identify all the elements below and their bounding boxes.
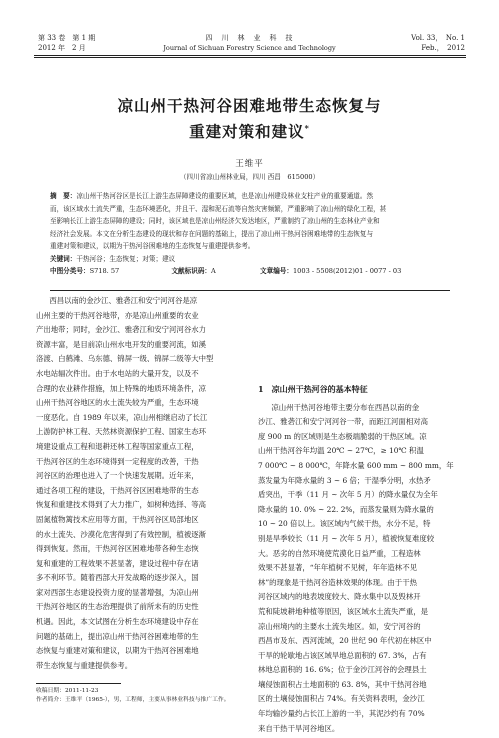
body-line: 凉山州境内的主要水土流失地区。如，安宁河谷的 xyxy=(258,621,421,631)
body-line: 蒸发量为年降水量的 3 ~ 6 倍；干湿季分明，水热矛 xyxy=(258,475,431,485)
title-footnote-mark: * xyxy=(304,122,310,133)
keywords-value: 干热河谷；生态恢复；对策；建议 xyxy=(76,254,176,263)
header-volume-cn: 第 33 卷 第 1 期 xyxy=(38,34,96,42)
footnote-received: 收稿日期：2011-11-23 xyxy=(36,688,99,694)
section-heading-1: 1 凉山州干热河谷的基本特征 xyxy=(258,384,368,394)
body-line: 一度恶化。自 1989 年以来，凉山州相继启动了长江 xyxy=(36,412,208,422)
body-line: 山州主要的干热河谷地带，亦是凉山州重要的农业 xyxy=(36,310,199,320)
article-no-label: 文章编号： xyxy=(260,267,293,275)
body-line: 10 ~ 20 倍以上。该区域内气候干热，水分不足，特 xyxy=(258,519,431,529)
article-title-line1: 凉山州干热河谷困难地带生态恢复与 xyxy=(117,96,382,115)
body-line: 境建设重点工程和退耕还林工程等国家重点工程， xyxy=(36,441,199,451)
abstract-line-3: 至影响长江上游生态屏障的建设；同时，该区域也是凉山州经济欠发达地区，严重制约了凉山州的生态林业产业和 xyxy=(50,217,380,225)
keywords-line xyxy=(50,253,450,266)
body-line: 别是旱季较长（11 月 ~ 次年 5 月），植被恢复难度较 xyxy=(258,533,435,543)
body-line: 山州干热河谷年均温 20℃ ~ 27℃，≥ 10℃ 积温 xyxy=(258,446,424,456)
author-affiliation: （四川省凉山州林业局，四川 西昌 615000） xyxy=(179,173,320,181)
body-line: 林”的现象是干热河谷造林效果的体现。由于干热 xyxy=(258,577,417,587)
body-line: 盾突出，干季（11 月 ~ 次年 5 月）的降水量仅为全年 xyxy=(258,490,438,500)
body-line: 干热河谷地区的生态治理提供了前所未有的历史性 xyxy=(36,602,199,612)
abstract-line-4: 经济社会发展。本文在分析生态建设的现状和存在问题的基础上，提出了凉山州干热河谷困难地带的生态恢复与 xyxy=(50,229,374,238)
body-line: 干热河谷区的生态环境得到一定程度的改善，干热 xyxy=(36,456,199,466)
header-volume-en: Vol. 33， No. 1 xyxy=(411,34,465,42)
header-journal-en: Journal of Sichuan Forestry Science and Technology xyxy=(163,44,336,52)
body-line: 机遇。因此，本文试图在分析生态环境建设中存在 xyxy=(36,617,199,627)
body-line: 西昌以南的金沙江、雅砻江和安宁河河谷是凉 xyxy=(49,296,198,305)
body-line: 问题的基础上，提出凉山州干热河谷困难地带的生 xyxy=(36,631,199,641)
footnote-block xyxy=(36,687,230,705)
body-line: 干旱的轮歇地占该区域旱地总面积的 67. 3%，占有 xyxy=(258,650,427,660)
clc-label: 中图分类号： xyxy=(50,267,90,275)
body-line: 产出地带；同时，金沙江、雅砻江和安宁河河谷水力 xyxy=(36,325,206,335)
body-line: 固氮植物篱技术应用等方面，干热河谷区局部地区 xyxy=(36,514,199,524)
body-line: 壤侵蚀面积占土地面积的 63. 8%，其中干热河谷地 xyxy=(258,679,427,689)
header-rule xyxy=(34,55,466,56)
article-no-value: 1003 - 5508(2012)01 - 0077 - 03 xyxy=(292,267,402,275)
doc-code-value: A xyxy=(211,267,216,275)
body-line: 洛渡、白鹤滩、乌东德、锦屏一级、锦屏二级等大中型 xyxy=(36,354,214,364)
body-line: 带生态恢复与重建提供参考。 xyxy=(36,660,133,670)
body-line: 度 900 m 的区域则是生态极端脆弱的干热区域。凉 xyxy=(258,431,427,441)
left-column xyxy=(36,294,244,673)
clc-value: S718. 57 xyxy=(89,267,120,275)
author-name: 王维平 xyxy=(235,159,264,169)
body-line: 合理的农业耕作措施，加上特殊的地质环境条件，凉 xyxy=(36,383,206,393)
header-date-en: Feb.， 2012 xyxy=(421,44,465,52)
body-line: 资源丰富，是目前凉山州水电开发的重要河流，如溪 xyxy=(36,339,206,349)
body-line: 家对西部生态建设投资力度的显著增强，为凉山州 xyxy=(36,587,199,597)
body-line: 通过各项工程的建设，干热河谷区困难地带的生态 xyxy=(36,485,199,495)
footnote-author-info: 作者简介：王维平（1965-），男，工程师，主要从事林业科技与推广工作。 xyxy=(36,697,230,703)
body-line: 河谷区的治理也进入了一个快速发展期。近年来， xyxy=(36,471,199,481)
header-rule-thin xyxy=(34,57,466,58)
body-line: 复和重建的工程效果不甚显著，建设过程中存在诸 xyxy=(36,558,199,568)
body-line: 区的土壤侵蚀面积占 74%。有关资料表明，金沙江 xyxy=(258,694,425,704)
body-line: 大。恶劣的自然环境使荒漠化日益严重，工程造林 xyxy=(258,548,421,558)
body-line: 河谷区域内的地表坡度较大、降水集中以及毁林开 xyxy=(258,592,421,602)
body-line: 7 000℃ ~ 8 000℃，年降水量 600 mm ~ 800 mm，年 xyxy=(258,460,454,470)
doc-code-label: 文献标识码： xyxy=(171,267,212,275)
body-line: 凉山州干热河谷地带主要分布在西昌以南的金 xyxy=(271,402,420,412)
article-title-line2: 重建对策和建议* xyxy=(189,122,310,141)
body-line: 山州干热河谷地区的水土流失较为严重，生态环境 xyxy=(36,398,199,408)
body-line: 降水量的 10. 0% ~ 22. 2%，而蒸发量则为降水量的 xyxy=(258,504,434,514)
body-line: 的水土流失、沙漠化危害得到了有效控制，植被逐渐 xyxy=(36,529,206,539)
abstract-label: 摘 要： xyxy=(50,192,77,200)
body-line: 态恢复与重建对策和建议，以期为干热河谷困难地 xyxy=(36,646,199,656)
body-line: 得到恢复。然而，干热河谷区困难地带各种生态恢 xyxy=(36,544,199,554)
footnote-rule xyxy=(36,683,121,684)
body-line: 恢复和重建技术得到了大力推广，如树种选择、等高 xyxy=(36,500,206,510)
body-line: 林地总面积的 16. 6%；位于金沙江河谷的会理县土 xyxy=(258,665,427,675)
abstract-rule xyxy=(50,290,450,291)
body-line: 西昌市及东、西河流域，20 世纪 90 年代初在林区中 xyxy=(258,636,432,646)
body-line: 水电站辐次件出。由于水电站的大量开发，以及不 xyxy=(36,368,199,378)
body-line: 多不利环节。随着西部大开发战略的逐步深入，国 xyxy=(36,573,199,583)
body-line: 来自干热干旱河谷地区。 xyxy=(258,723,340,733)
body-line: 上游防护林工程、天然林资源保护工程、国家生态环 xyxy=(36,427,206,437)
abstract-line-2: 而，该区域水土流失严重，生态环境恶化，并且干、湿和泥石流等自然灾害频繁，严重影响了凉山州的绿化工程，甚 xyxy=(50,204,387,213)
abstract-line-5: 重建对策和建议，以期为干热河谷困难地的生态恢复与重建提供参考。 xyxy=(50,242,255,250)
abstract-line-1: 摘 要：凉山州干热河谷区是长江上游生态屏障建设的重要区域，也是凉山州建设林业支柱产业的重要通道。然 xyxy=(50,192,374,200)
header-date-cn: 2012 年 2 月 xyxy=(38,44,86,52)
right-column xyxy=(258,382,466,736)
body-line: 荒和陡坡耕地种植等原因，该区域水土流失严重，是 xyxy=(258,606,428,616)
body-line: 效果不甚显著，“年年植树不见树，年年造林不见 xyxy=(258,563,417,573)
header-journal-cn: 四 川 林 业 科 技 xyxy=(205,34,294,42)
classification-line xyxy=(50,265,450,278)
abstract-block xyxy=(50,190,450,278)
body-line: 年均输沙量约占长江上游的一半，其泥沙约有 70% xyxy=(258,709,425,719)
body-line: 沙江、雅砻江和安宁河河谷一带，而距江河面相对高 xyxy=(258,417,428,427)
keywords-label: 关键词： xyxy=(50,254,77,263)
